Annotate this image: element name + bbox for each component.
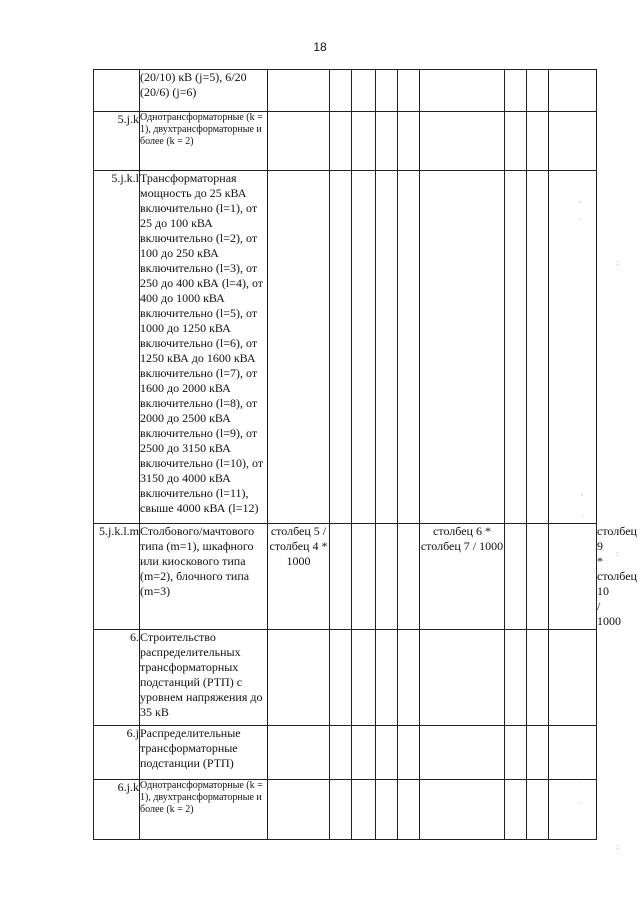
empty-cell [268, 630, 330, 726]
empty-cell [505, 780, 527, 840]
empty-cell [420, 630, 505, 726]
empty-cell [505, 70, 527, 112]
empty-cell [398, 630, 420, 726]
empty-cell [549, 171, 597, 524]
empty-cell [268, 780, 330, 840]
empty-cell [549, 780, 597, 840]
document-table [93, 69, 637, 840]
empty-cell [268, 726, 330, 780]
empty-cell [527, 630, 549, 726]
empty-cell [420, 726, 505, 780]
empty-cell [527, 171, 549, 524]
row-number: 5.j.k [94, 112, 140, 171]
empty-cell [352, 70, 376, 112]
empty-cell [527, 780, 549, 840]
scan-mark: . [581, 509, 584, 518]
row-description: Однотрансформаторные (k = 1), двухтрансформаторные и более (k = 2) [140, 780, 268, 840]
empty-cell [505, 524, 527, 630]
empty-cell [376, 630, 398, 726]
empty-cell [398, 171, 420, 524]
scan-mark: , [581, 488, 584, 497]
empty-cell [420, 70, 505, 112]
empty-cell [527, 112, 549, 171]
formula-cell: столбец 6 * столбец 7 / 1000 [420, 524, 505, 630]
row-description: Столбового/мачтового типа (m=1), шкафного или киоскового типа (m=2), блочного типа (m=3) [140, 524, 268, 630]
empty-cell [376, 780, 398, 840]
empty-cell [549, 524, 597, 630]
row-description: Распределительные трансформаторные подстанции (РТП) [140, 726, 268, 780]
empty-cell [268, 70, 330, 112]
scan-mark: , [579, 195, 582, 204]
row-number: 6.j [94, 726, 140, 780]
empty-cell [352, 524, 376, 630]
empty-cell [330, 171, 352, 524]
empty-cell [330, 524, 352, 630]
empty-cell [549, 630, 597, 726]
empty-cell [398, 112, 420, 171]
page-number: 18 [313, 40, 327, 54]
row-number: 5.j.k.l.m [94, 524, 140, 630]
empty-cell [330, 726, 352, 780]
row-number: 6. [94, 630, 140, 726]
formula-cell: столбец 5 / столбец 4 * 1000 [268, 524, 330, 630]
empty-cell [549, 726, 597, 780]
empty-cell [505, 630, 527, 726]
scan-mark: : [616, 842, 619, 851]
empty-cell [330, 780, 352, 840]
table-row: 5.j.k.l.m Столбового/мачтового типа (m=1), шкафного или киоскового типа (m=2), блочного типа (m=3) столбец 5 / столбец 4 * 1000 столбец 6 * столбец 7 / 1000 столбец 9 * столбец 10 / 1000 [94, 524, 597, 630]
empty-cell [352, 112, 376, 171]
empty-cell [420, 112, 505, 171]
empty-cell [352, 726, 376, 780]
scan-mark: · [580, 778, 583, 787]
scan-mark: : [616, 258, 619, 267]
row-number: 5.j.k.l [94, 171, 140, 524]
table-row [94, 171, 597, 524]
empty-cell [330, 630, 352, 726]
empty-cell [420, 780, 505, 840]
empty-cell [505, 726, 527, 780]
row-description: Однотрансформаторные (k = 1), двухтрансформаторные и более (k = 2) [140, 112, 268, 171]
empty-cell [398, 780, 420, 840]
empty-cell [352, 780, 376, 840]
empty-cell [268, 112, 330, 171]
empty-cell [352, 630, 376, 726]
table-row [94, 726, 597, 780]
empty-cell [330, 70, 352, 112]
empty-cell [376, 112, 398, 171]
empty-cell [376, 726, 398, 780]
row-description: Трансформаторная мощность до 25 кВА включительно (l=1), от 25 до 100 кВА включительно (l=2), от 100 до 250 кВА включительно (l=3), от 250 до 400 кВА (l=4), от 400 до 1000 кВА включительно (l=5), от 1000 до 1250 кВА включительно (l=6), от 1250 кВА до 1600 кВА включительно (l=7), от 1600 до 2000 кВА включительно (l=8), от 2000 до 2500 кВА включительно (l=9), от 2500 до 3150 кВА включительно (l=10), от 3150 до 4000 кВА включительно (l=11), свыше 4000 кВА (l=12) [140, 171, 268, 524]
row-number: 6.j.k [94, 780, 140, 840]
table-row [94, 70, 597, 112]
table-row [94, 112, 597, 171]
empty-cell [505, 171, 527, 524]
empty-cell [505, 112, 527, 171]
empty-cell [376, 171, 398, 524]
table-row [94, 780, 597, 840]
empty-cell [420, 171, 505, 524]
row-number [94, 70, 140, 112]
empty-cell [398, 524, 420, 630]
empty-cell [549, 70, 597, 112]
row-description: Строительство распределительных трансформаторных подстанций (РТП) с уровнем напряжения до 35 кВ [140, 630, 268, 726]
table-row [94, 630, 597, 726]
empty-cell [398, 70, 420, 112]
scan-mark: · [579, 215, 582, 224]
empty-cell [527, 726, 549, 780]
empty-cell [376, 70, 398, 112]
row-description: (20/10) кВ (j=5), 6/20 (20/6) (j=6) [140, 70, 268, 112]
empty-cell [527, 524, 549, 630]
empty-cell [352, 171, 376, 524]
empty-cell [398, 726, 420, 780]
empty-cell [330, 112, 352, 171]
empty-cell [268, 171, 330, 524]
empty-cell [527, 70, 549, 112]
empty-cell [549, 112, 597, 171]
scan-mark: : [616, 549, 619, 558]
scan-mark: · [580, 799, 583, 808]
empty-cell [376, 524, 398, 630]
